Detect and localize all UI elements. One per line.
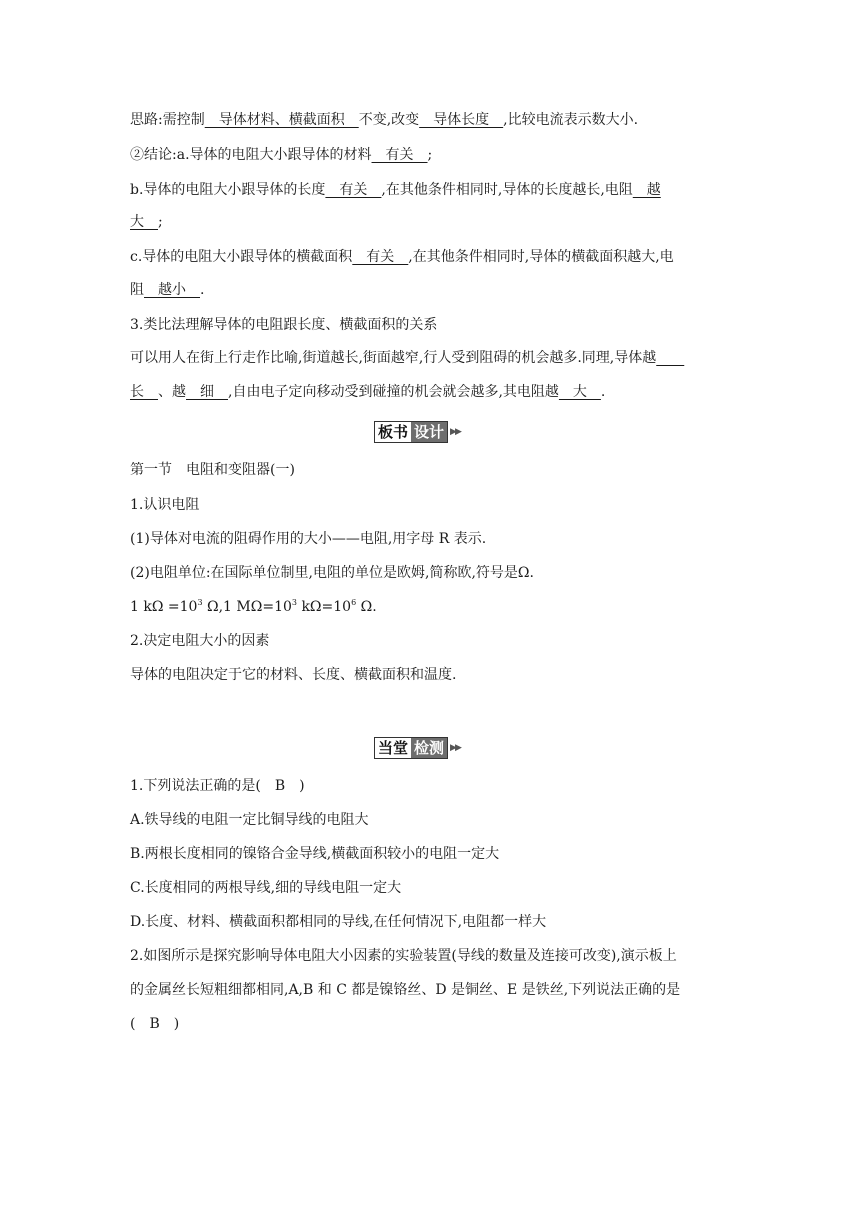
paragraph: 导体的电阻决定于它的材料、长度、横截面积和温度. [130, 667, 457, 683]
text: 阻 [130, 282, 144, 298]
banner-box [374, 737, 448, 759]
text: ,比较电流表示数大小. [503, 112, 639, 128]
text: . [200, 282, 205, 298]
option-c: C.长度相同的两根导线,细的导线电阻一定大 [130, 880, 402, 896]
text: Ω. [356, 599, 377, 615]
exponent: 3 [291, 598, 297, 607]
banner-left-text: 板书 [375, 422, 411, 442]
exponent: 6 [351, 598, 357, 607]
thinking-line [130, 110, 638, 130]
text: 、越 [158, 384, 186, 400]
answer-blank: 有关 [371, 147, 428, 163]
answer-blank: 长 [130, 384, 158, 400]
paragraph: (2)电阻单位:在国际单位制里,电阻的单位是欧姆,简称欧,符号是Ω. [130, 565, 534, 581]
answer-blank: 大 [558, 384, 601, 400]
text: 可以用人在街上行走作比喻,街道越长,街面越窄,行人受到阻碍的机会越多.同理,导体越 [130, 350, 657, 366]
text: ; [427, 147, 433, 163]
analogy-line [130, 348, 684, 368]
conclusion-c-line-cont [130, 280, 204, 300]
question-2-cont: 的金属丝长短粗细都相同,A,B 和 C 都是镍铬丝、D 是铜丝、E 是铁丝,下列说法正确的是 [130, 982, 681, 998]
banner-box [374, 421, 448, 443]
text: ,在其他条件相同时,导体的长度越长,电阻 [381, 182, 633, 198]
text: 1 kΩ =10 [130, 599, 198, 615]
text: c.导体的电阻大小跟导体的横截面积 [130, 249, 353, 265]
unit-conversion-line [130, 597, 377, 617]
text: 不变,改变 [358, 112, 420, 128]
option-d: D.长度、材料、横截面积都相同的导线,在任何情况下,电阻都一样大 [130, 914, 547, 930]
paragraph: 1.认识电阻 [130, 497, 200, 513]
text: kΩ=10 [297, 599, 352, 615]
answer-blank [656, 350, 684, 366]
text: ; [158, 214, 163, 230]
text: ②结论:a.导体的电阻大小跟导体的材料 [130, 147, 372, 163]
text: Ω,1 MΩ=10 [202, 599, 292, 615]
text: ,在其他条件相同时,导体的横截面积越大,电 [408, 249, 674, 265]
conclusion-c-line [130, 247, 674, 267]
text: 思路:需控制 [130, 112, 205, 128]
conclusion-b-line [130, 180, 661, 200]
conclusion-b-line-cont [130, 212, 163, 232]
conclusion-a-line [130, 145, 432, 165]
banner-left-text: 当堂 [375, 738, 411, 758]
option-b: B.两根长度相同的镍铬合金导线,横截面积较小的电阻一定大 [130, 846, 500, 862]
text: b.导体的电阻大小跟导体的长度 [130, 182, 326, 198]
blackboard-design-banner [374, 420, 460, 444]
paragraph: (1)导体对电流的阻碍作用的大小——电阻,用字母 R 表示. [130, 531, 487, 547]
question-2: 2.如图所示是探究影响导体电阻大小因素的实验装置(导线的数量及连接可改变),演示板上 [130, 948, 677, 964]
answer-blank: 越小 [144, 282, 200, 298]
option-a: A.铁导线的电阻一定比铜导线的电阻大 [130, 812, 369, 828]
answer-blank: 导体长度 [419, 112, 504, 128]
answer-blank: 越 [632, 182, 661, 198]
exponent: 3 [197, 598, 203, 607]
answer-blank: 大 [130, 214, 158, 230]
banner-right-text: 检测 [411, 738, 447, 758]
double-arrow-icon: ▶▶ [450, 743, 460, 753]
answer-blank: 有关 [325, 182, 382, 198]
banner-right-text: 设计 [411, 422, 447, 442]
question-1: 1.下列说法正确的是( B ) [130, 778, 305, 794]
double-arrow-icon: ▶▶ [450, 427, 460, 437]
answer-blank: 有关 [352, 249, 409, 265]
analogy-heading: 3.类比法理解导体的电阻跟长度、横截面积的关系 [130, 317, 438, 333]
answer-blank: 导体材料、横截面积 [204, 112, 359, 128]
paragraph: 2.决定电阻大小的因素 [130, 633, 270, 649]
classroom-test-banner [374, 736, 460, 760]
section-title: 第一节 电阻和变阻器(一) [130, 462, 295, 478]
analogy-line-cont [130, 382, 605, 402]
question-2-answer: ( B ) [130, 1016, 180, 1032]
text: . [600, 384, 606, 400]
text: ,自由电子定向移动受到碰撞的机会就会越多,其电阻越 [228, 384, 559, 400]
answer-blank: 细 [186, 384, 228, 400]
